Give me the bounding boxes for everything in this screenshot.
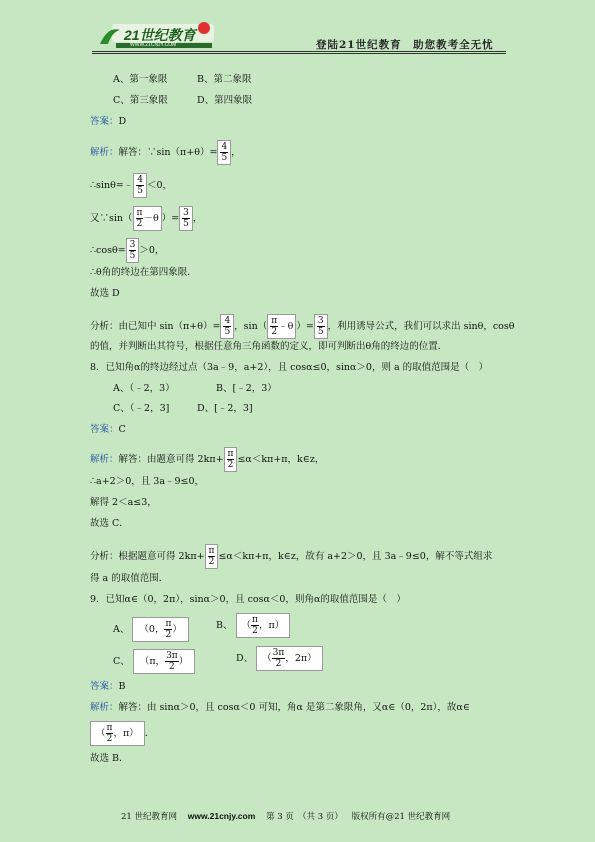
text: 解答：由题意可得 2kπ+	[118, 454, 224, 465]
fraction	[205, 544, 219, 569]
numerator: 3π	[166, 651, 178, 661]
q8-option-c: C、（﹣2，3]	[113, 403, 170, 414]
interval-box	[236, 613, 291, 638]
denominator: 2	[227, 460, 234, 470]
text: （π，	[139, 656, 166, 667]
header-rule-secondary	[92, 53, 506, 54]
q8-option-b: B、[﹣2，3）	[216, 383, 277, 394]
q9-answer	[90, 681, 126, 693]
text: （0，	[139, 624, 165, 635]
numerator: π	[227, 449, 234, 459]
numerator: 4	[224, 316, 231, 326]
numerator: π	[252, 615, 258, 625]
q7-solution-line-1	[90, 140, 241, 165]
q7-solution-line-3	[90, 206, 202, 231]
text: （	[96, 728, 106, 739]
denominator: 2	[208, 557, 215, 567]
q7-option-d: D、第四象限	[197, 95, 253, 106]
q7-analysis-line-1	[90, 314, 515, 339]
text: ＞0，	[139, 245, 165, 256]
answer-label: 答案：	[90, 116, 119, 127]
footer-site-name: 21 世纪教育网	[121, 812, 178, 822]
denominator: 5	[129, 251, 136, 261]
numerator: 4	[221, 142, 228, 152]
text: ）	[178, 656, 189, 667]
text: 分析：由已知中 sin（π+θ）=	[90, 321, 221, 332]
q8-solution-line-1	[90, 447, 324, 472]
q8-analysis-line-2: 得 a 的取值范围．	[90, 573, 169, 584]
interval-box	[132, 617, 188, 642]
q7-solution-line-4	[90, 238, 164, 263]
text: ＜0，	[147, 180, 173, 191]
option-label: C、	[113, 656, 130, 667]
fraction	[224, 447, 238, 472]
numerator: 3	[183, 208, 189, 218]
q8-solution-line-4: 故选 C．	[90, 518, 129, 529]
fraction	[179, 206, 193, 231]
fraction	[217, 140, 231, 165]
text: （	[262, 653, 272, 664]
q9-option-d	[236, 646, 323, 671]
text: ，	[192, 213, 203, 224]
q8-option-d: D、[﹣2，3]	[197, 403, 253, 414]
text: 又∵sin（	[90, 213, 133, 224]
q8-solution-line-3: 解得 2＜a≤3，	[90, 497, 157, 508]
numerator: π	[136, 208, 143, 218]
q9-stem: 9．已知α∈（0，2π），sinα＞0，且 cosα＜0，则角α的取值范围是（ ）	[90, 594, 406, 605]
footer-copyright: 版权所有@21 世纪教育网	[351, 812, 451, 822]
fraction-box	[133, 206, 162, 231]
denominator: 2	[106, 734, 113, 744]
text: ，π）	[258, 620, 285, 631]
q9-option-c	[113, 649, 195, 674]
q7-solution-line-2	[90, 173, 172, 198]
text: ﹣θ	[278, 321, 294, 332]
text: ，sin（	[234, 321, 268, 332]
interval-box	[90, 721, 145, 746]
text: 分析：根据题意可得 2kπ+	[90, 551, 205, 562]
numerator: 3	[317, 316, 324, 326]
text: ）=	[161, 213, 180, 224]
text: ∴sinθ=﹣	[90, 180, 134, 191]
text: ，2π）	[285, 653, 317, 664]
q7-solution-line-5: ∴θ角的终边在第四象限．	[90, 267, 197, 278]
logo	[94, 20, 218, 50]
q8-option-a: A、（﹣2，3）	[113, 383, 175, 394]
q7-analysis-line-2: 的值，并判断出其符号，根据任意角三角函数的定义，即可判断出θ角的终边的位置．	[90, 341, 448, 352]
numerator: 3π	[272, 648, 285, 658]
q9-solution-line-3: 故选 B．	[90, 753, 129, 764]
jiexi-label: 解析：	[90, 702, 119, 713]
logo-url-text: WWW.21CNJY.COM	[130, 42, 177, 48]
q9-solution-line-1	[90, 702, 470, 714]
q8-solution-line-2: ∴a+2＞0，且 3a﹣9≤0，	[90, 476, 205, 487]
text: ，	[231, 147, 241, 158]
logo-text: 21世纪教育	[124, 27, 196, 43]
text: 解答：∵sin（π+θ）=	[118, 147, 218, 158]
q7-option-c: C、第三象限	[113, 95, 168, 106]
jiexi-label: 解析：	[90, 454, 119, 465]
fraction	[126, 238, 140, 263]
denominator: 5	[137, 186, 143, 196]
q8-answer	[90, 424, 126, 436]
denominator: 5	[224, 327, 231, 337]
denominator: 5	[221, 153, 228, 163]
footer-url: www.21cnjy.com	[187, 811, 256, 821]
header-rule	[92, 51, 506, 52]
denominator: 2	[165, 630, 172, 640]
text: ，利用诱导公式，我们可以求出 sinθ，cosθ	[327, 321, 515, 332]
text: ∴cosθ=	[90, 245, 126, 256]
numerator: π	[208, 546, 215, 556]
q7-solution-line-6: 故选 D	[90, 288, 120, 299]
denominator: 2	[136, 219, 143, 229]
denominator: 2	[271, 327, 278, 337]
q8-analysis-line-1	[90, 544, 492, 569]
text: ≤α＜kπ+π，k∈z，故有 a+2＞0，且 3a﹣9≤0，解不等式组求	[218, 551, 493, 562]
footer	[121, 810, 450, 822]
numerator: π	[271, 316, 278, 326]
denominator: 2	[169, 662, 175, 672]
text: 解答：由 sinα＞0，且 cosα＜0 可知，角α 是第二象限角，又α∈（0，2π），故α∈	[118, 702, 470, 713]
header-slogan: 登陆21世纪教育 助您教考全无忧	[316, 39, 494, 51]
text: ，π）	[113, 728, 139, 739]
interval-box	[256, 646, 322, 671]
answer-value: B	[118, 681, 126, 692]
denominator: 2	[252, 626, 258, 636]
text: －θ	[143, 213, 159, 224]
option-label: B、	[216, 620, 233, 631]
text: ．	[144, 728, 155, 739]
denominator: 2	[275, 659, 282, 669]
denominator: 5	[183, 219, 189, 229]
footer-page-number: 第 3 页 （共 3 页）	[266, 812, 343, 822]
q7-option-b: B、第二象限	[197, 74, 252, 85]
fraction-box	[267, 314, 296, 339]
text: （	[241, 620, 252, 631]
q9-solution-line-2	[90, 721, 154, 746]
q7-option-a: A、第一象限	[113, 74, 168, 85]
fraction	[220, 314, 234, 339]
option-label: D、	[236, 653, 254, 664]
interval-box	[133, 649, 195, 674]
answer-label: 答案：	[90, 424, 119, 435]
fraction	[133, 173, 147, 198]
answer-value: D	[118, 116, 127, 127]
text: ≤α＜kπ+π，k∈z，	[237, 454, 325, 465]
numerator: π	[106, 723, 113, 733]
option-label: A、	[113, 624, 130, 635]
text: ）	[172, 624, 182, 635]
answer-value: C	[118, 424, 126, 435]
jiexi-label: 解析：	[90, 147, 119, 158]
q7-answer	[90, 116, 126, 128]
numerator: π	[165, 619, 172, 629]
numerator: 4	[137, 175, 143, 185]
fraction	[314, 314, 328, 339]
text: ）=	[296, 321, 314, 332]
q8-stem: 8．已知角α的终边经过点（3a﹣9，a+2），且 cosα≤0，sinα＞0，则 a 的取值范围是（ ）	[90, 362, 489, 373]
q9-option-a	[113, 617, 189, 642]
denominator: 5	[317, 327, 324, 337]
numerator: 3	[129, 240, 136, 250]
q9-option-b	[216, 613, 290, 638]
answer-label: 答案：	[90, 681, 119, 692]
